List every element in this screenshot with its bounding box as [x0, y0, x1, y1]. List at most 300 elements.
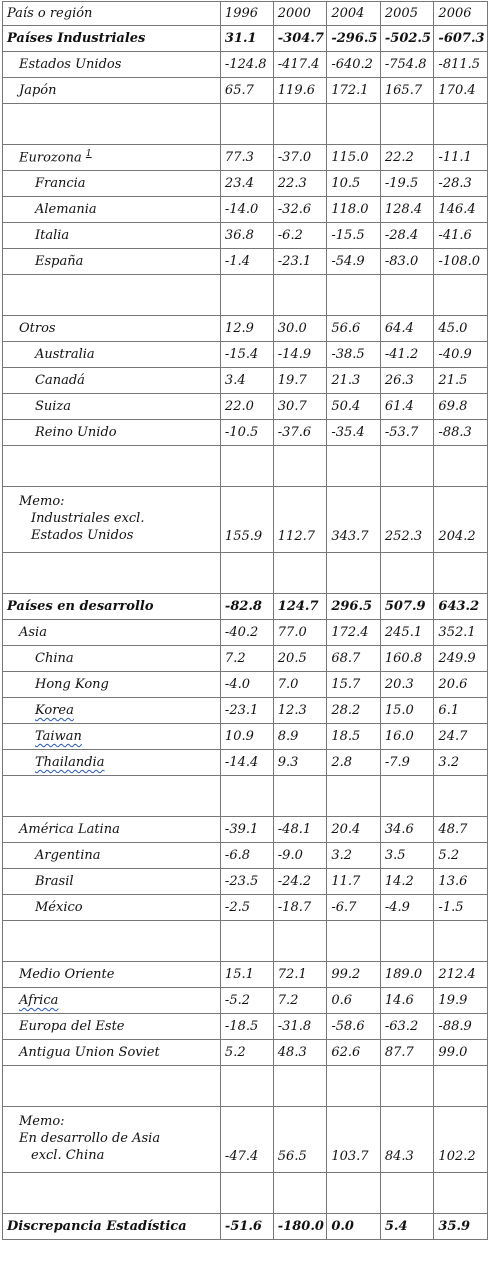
- region-name: Medio Oriente: [19, 967, 115, 982]
- region-name: Australia: [35, 347, 95, 362]
- empty-cell: [434, 275, 488, 316]
- header-year: 2000: [273, 2, 327, 26]
- region-name: Antigua Union Soviet: [19, 1045, 160, 1060]
- region-name: Estados Unidos: [19, 57, 122, 72]
- empty-cell: [273, 553, 327, 594]
- empty-cell: [220, 921, 273, 962]
- region-label: [3, 988, 221, 1014]
- region-label: [3, 1040, 221, 1066]
- value-cell: -41.2: [380, 342, 434, 368]
- value-cell: 20.6: [434, 672, 488, 698]
- table-row: [3, 52, 488, 78]
- spacer-row: [3, 921, 488, 962]
- value-cell: 128.4: [380, 197, 434, 223]
- value-cell: 62.6: [327, 1040, 381, 1066]
- value-cell: 65.7: [220, 78, 273, 104]
- value-cell: -32.6: [273, 197, 327, 223]
- value-cell: -15.5: [327, 223, 381, 249]
- empty-cell: [327, 1173, 381, 1214]
- value-cell: 30.7: [273, 394, 327, 420]
- value-cell: -15.4: [220, 342, 273, 368]
- value-cell: 48.7: [434, 817, 488, 843]
- value-cell: 3.5: [380, 843, 434, 869]
- memo-line: Memo:: [19, 1114, 65, 1129]
- value-cell: 7.0: [273, 672, 327, 698]
- empty-cell: [273, 776, 327, 817]
- value-cell: -9.0: [273, 843, 327, 869]
- value-cell: 56.5: [273, 1107, 327, 1173]
- table-row: [3, 394, 488, 420]
- table-row: [3, 145, 488, 171]
- table-row: [3, 1014, 488, 1040]
- region-label: [3, 817, 221, 843]
- value-cell: 643.2: [434, 594, 488, 620]
- memo-label: [3, 1107, 221, 1173]
- value-cell: -6.2: [273, 223, 327, 249]
- region-label: [3, 895, 221, 921]
- header-year: 2005: [380, 2, 434, 26]
- empty-cell: [380, 104, 434, 145]
- region-label: [3, 724, 221, 750]
- value-cell: 15.0: [380, 698, 434, 724]
- region-name: Argentina: [35, 848, 101, 863]
- value-cell: 12.9: [220, 316, 273, 342]
- region-name: Japón: [19, 83, 57, 98]
- empty-cell: [273, 104, 327, 145]
- value-cell: -63.2: [380, 1014, 434, 1040]
- table-row: [3, 817, 488, 843]
- table-row: [3, 420, 488, 446]
- value-cell: 124.7: [273, 594, 327, 620]
- region-label: [3, 342, 221, 368]
- region-name: Discrepancia Estadística: [7, 1219, 187, 1234]
- value-cell: 28.2: [327, 698, 381, 724]
- value-cell: 22.3: [273, 171, 327, 197]
- empty-cell: [327, 446, 381, 487]
- value-cell: -31.8: [273, 1014, 327, 1040]
- value-cell: -39.1: [220, 817, 273, 843]
- value-cell: -18.7: [273, 895, 327, 921]
- table-row: [3, 249, 488, 275]
- value-cell: -40.9: [434, 342, 488, 368]
- value-cell: 0.0: [327, 1214, 381, 1240]
- value-cell: -1.5: [434, 895, 488, 921]
- table-row: [3, 316, 488, 342]
- value-cell: -35.4: [327, 420, 381, 446]
- region-name: Eurozona: [19, 150, 82, 166]
- empty-cell: [380, 921, 434, 962]
- value-cell: 249.9: [434, 646, 488, 672]
- empty-cell: [327, 776, 381, 817]
- header-region: País o región: [3, 2, 221, 26]
- header-row: [3, 2, 488, 26]
- value-cell: 64.4: [380, 316, 434, 342]
- header-year: 1996: [220, 2, 273, 26]
- value-cell: 3.4: [220, 368, 273, 394]
- table-body: [3, 2, 488, 1240]
- empty-cell: [380, 776, 434, 817]
- value-cell: -18.5: [220, 1014, 273, 1040]
- spacer-row: [3, 1173, 488, 1214]
- memo-row: [3, 487, 488, 553]
- value-cell: 252.3: [380, 487, 434, 553]
- empty-cell: [3, 921, 221, 962]
- empty-cell: [434, 776, 488, 817]
- table-row: [3, 698, 488, 724]
- empty-cell: [380, 1066, 434, 1107]
- region-label: [3, 620, 221, 646]
- empty-cell: [273, 275, 327, 316]
- value-cell: 212.4: [434, 962, 488, 988]
- value-cell: -23.1: [220, 698, 273, 724]
- value-cell: -23.5: [220, 869, 273, 895]
- section-row: [3, 594, 488, 620]
- memo-line: En desarrollo de Asia: [19, 1131, 161, 1146]
- region-label: [3, 594, 221, 620]
- value-cell: 19.7: [273, 368, 327, 394]
- region-label: [3, 394, 221, 420]
- value-cell: 20.5: [273, 646, 327, 672]
- value-cell: 3.2: [434, 750, 488, 776]
- table-row: [3, 1040, 488, 1066]
- region-label: [3, 869, 221, 895]
- spacer-row: [3, 1066, 488, 1107]
- value-cell: -640.2: [327, 52, 381, 78]
- region-name: América Latina: [19, 822, 120, 837]
- spacer-row: [3, 446, 488, 487]
- region-label: [3, 843, 221, 869]
- value-cell: 87.7: [380, 1040, 434, 1066]
- value-cell: 68.7: [327, 646, 381, 672]
- value-cell: -83.0: [380, 249, 434, 275]
- region-name: Países en desarrollo: [7, 599, 154, 614]
- value-cell: 26.3: [380, 368, 434, 394]
- value-cell: -38.5: [327, 342, 381, 368]
- header-year: 2004: [327, 2, 381, 26]
- value-cell: -88.3: [434, 420, 488, 446]
- value-cell: -41.6: [434, 223, 488, 249]
- empty-cell: [434, 553, 488, 594]
- value-cell: 12.3: [273, 698, 327, 724]
- value-cell: 118.0: [327, 197, 381, 223]
- value-cell: 61.4: [380, 394, 434, 420]
- table-row: [3, 869, 488, 895]
- empty-cell: [327, 275, 381, 316]
- region-name: Otros: [19, 321, 56, 336]
- spacer-row: [3, 553, 488, 594]
- region-label: [3, 750, 221, 776]
- value-cell: 16.0: [380, 724, 434, 750]
- table-row: [3, 223, 488, 249]
- empty-cell: [220, 275, 273, 316]
- value-cell: 5.2: [220, 1040, 273, 1066]
- value-cell: -47.4: [220, 1107, 273, 1173]
- value-cell: 115.0: [327, 145, 381, 171]
- table-row: [3, 724, 488, 750]
- spacer-row: [3, 776, 488, 817]
- value-cell: 15.1: [220, 962, 273, 988]
- empty-cell: [327, 1066, 381, 1107]
- value-cell: 189.0: [380, 962, 434, 988]
- value-cell: -28.4: [380, 223, 434, 249]
- value-cell: 507.9: [380, 594, 434, 620]
- header-year: 2006: [434, 2, 488, 26]
- table-row: [3, 750, 488, 776]
- value-cell: -304.7: [273, 26, 327, 52]
- region-name: Taiwan: [35, 729, 82, 744]
- value-cell: 20.3: [380, 672, 434, 698]
- value-cell: -14.9: [273, 342, 327, 368]
- empty-cell: [273, 446, 327, 487]
- value-cell: 170.4: [434, 78, 488, 104]
- empty-cell: [220, 104, 273, 145]
- section-row: [3, 26, 488, 52]
- value-cell: -51.6: [220, 1214, 273, 1240]
- table-row: [3, 78, 488, 104]
- value-cell: 99.2: [327, 962, 381, 988]
- value-cell: -124.8: [220, 52, 273, 78]
- value-cell: 21.3: [327, 368, 381, 394]
- value-cell: -811.5: [434, 52, 488, 78]
- value-cell: 84.3: [380, 1107, 434, 1173]
- empty-cell: [3, 776, 221, 817]
- value-cell: 119.6: [273, 78, 327, 104]
- value-cell: 2.8: [327, 750, 381, 776]
- value-cell: -2.5: [220, 895, 273, 921]
- value-cell: -296.5: [327, 26, 381, 52]
- region-name: Europa del Este: [19, 1019, 125, 1034]
- value-cell: -40.2: [220, 620, 273, 646]
- empty-cell: [220, 1066, 273, 1107]
- value-cell: 50.4: [327, 394, 381, 420]
- empty-cell: [3, 553, 221, 594]
- region-name: Alemania: [35, 202, 97, 217]
- empty-cell: [3, 275, 221, 316]
- empty-cell: [220, 446, 273, 487]
- region-label: [3, 1214, 221, 1240]
- value-cell: 77.3: [220, 145, 273, 171]
- region-label: [3, 52, 221, 78]
- value-cell: 343.7: [327, 487, 381, 553]
- value-cell: 34.6: [380, 817, 434, 843]
- value-cell: 18.5: [327, 724, 381, 750]
- data-table: [2, 1, 488, 1240]
- table-row: [3, 197, 488, 223]
- value-cell: -82.8: [220, 594, 273, 620]
- value-cell: -54.9: [327, 249, 381, 275]
- value-cell: -1.4: [220, 249, 273, 275]
- value-cell: 21.5: [434, 368, 488, 394]
- empty-cell: [220, 1173, 273, 1214]
- region-name: Canadá: [35, 373, 85, 388]
- value-cell: 5.4: [380, 1214, 434, 1240]
- value-cell: 24.7: [434, 724, 488, 750]
- memo-line: Estados Unidos: [31, 528, 134, 543]
- value-cell: 69.8: [434, 394, 488, 420]
- value-cell: -28.3: [434, 171, 488, 197]
- value-cell: -14.4: [220, 750, 273, 776]
- value-cell: 9.3: [273, 750, 327, 776]
- empty-cell: [273, 1066, 327, 1107]
- empty-cell: [3, 104, 221, 145]
- region-label: [3, 249, 221, 275]
- region-label: [3, 171, 221, 197]
- value-cell: -37.6: [273, 420, 327, 446]
- value-cell: -37.0: [273, 145, 327, 171]
- value-cell: 13.6: [434, 869, 488, 895]
- value-cell: 296.5: [327, 594, 381, 620]
- value-cell: -4.0: [220, 672, 273, 698]
- region-name: Brasil: [35, 874, 74, 889]
- value-cell: -7.9: [380, 750, 434, 776]
- value-cell: 19.9: [434, 988, 488, 1014]
- memo-line: Memo:: [19, 494, 65, 509]
- value-cell: 30.0: [273, 316, 327, 342]
- empty-cell: [3, 1066, 221, 1107]
- empty-cell: [220, 776, 273, 817]
- empty-cell: [273, 1173, 327, 1214]
- value-cell: -6.7: [327, 895, 381, 921]
- value-cell: -19.5: [380, 171, 434, 197]
- value-cell: 14.6: [380, 988, 434, 1014]
- empty-cell: [3, 1173, 221, 1214]
- region-label: [3, 698, 221, 724]
- value-cell: 165.7: [380, 78, 434, 104]
- value-cell: 172.4: [327, 620, 381, 646]
- region-name: Asia: [19, 625, 47, 640]
- region-name: Africa: [19, 993, 59, 1008]
- value-cell: 10.5: [327, 171, 381, 197]
- value-cell: -11.1: [434, 145, 488, 171]
- value-cell: 35.9: [434, 1214, 488, 1240]
- value-cell: -607.3: [434, 26, 488, 52]
- value-cell: 0.6: [327, 988, 381, 1014]
- value-cell: 7.2: [273, 988, 327, 1014]
- value-cell: -14.0: [220, 197, 273, 223]
- value-cell: -502.5: [380, 26, 434, 52]
- value-cell: -108.0: [434, 249, 488, 275]
- memo-line: Industriales excl.: [31, 511, 145, 526]
- value-cell: -4.9: [380, 895, 434, 921]
- value-cell: 14.2: [380, 869, 434, 895]
- region-label: [3, 145, 221, 171]
- value-cell: 155.9: [220, 487, 273, 553]
- value-cell: 160.8: [380, 646, 434, 672]
- value-cell: 36.8: [220, 223, 273, 249]
- memo-line: excl. China: [31, 1148, 105, 1163]
- empty-cell: [434, 921, 488, 962]
- value-cell: -53.7: [380, 420, 434, 446]
- value-cell: 22.2: [380, 145, 434, 171]
- value-cell: 146.4: [434, 197, 488, 223]
- table-row: [3, 620, 488, 646]
- value-cell: 7.2: [220, 646, 273, 672]
- value-cell: 245.1: [380, 620, 434, 646]
- empty-cell: [380, 553, 434, 594]
- value-cell: 11.7: [327, 869, 381, 895]
- region-name: Thailandia: [35, 755, 105, 770]
- table-row: [3, 342, 488, 368]
- region-label: [3, 197, 221, 223]
- table-row: [3, 646, 488, 672]
- empty-cell: [327, 553, 381, 594]
- value-cell: 352.1: [434, 620, 488, 646]
- region-name: China: [35, 651, 74, 666]
- empty-cell: [3, 446, 221, 487]
- region-name: Francia: [35, 176, 86, 191]
- value-cell: 22.0: [220, 394, 273, 420]
- footnote-marker: 1: [85, 149, 92, 160]
- value-cell: 10.9: [220, 724, 273, 750]
- spacer-row: [3, 275, 488, 316]
- empty-cell: [434, 1173, 488, 1214]
- region-name: Korea: [35, 703, 74, 718]
- table-row: [3, 962, 488, 988]
- table-row: [3, 988, 488, 1014]
- value-cell: 23.4: [220, 171, 273, 197]
- value-cell: -180.0: [273, 1214, 327, 1240]
- table-row: [3, 895, 488, 921]
- region-label: [3, 78, 221, 104]
- value-cell: 48.3: [273, 1040, 327, 1066]
- value-cell: -10.5: [220, 420, 273, 446]
- value-cell: -58.6: [327, 1014, 381, 1040]
- region-label: [3, 26, 221, 52]
- region-label: [3, 646, 221, 672]
- region-name: México: [35, 900, 83, 915]
- empty-cell: [380, 446, 434, 487]
- value-cell: -48.1: [273, 817, 327, 843]
- empty-cell: [434, 1066, 488, 1107]
- region-name: España: [35, 254, 84, 269]
- value-cell: 15.7: [327, 672, 381, 698]
- empty-cell: [327, 104, 381, 145]
- value-cell: -6.8: [220, 843, 273, 869]
- value-cell: -23.1: [273, 249, 327, 275]
- value-cell: 8.9: [273, 724, 327, 750]
- value-cell: -417.4: [273, 52, 327, 78]
- table-row: [3, 843, 488, 869]
- value-cell: 103.7: [327, 1107, 381, 1173]
- empty-cell: [380, 1173, 434, 1214]
- value-cell: 45.0: [434, 316, 488, 342]
- value-cell: 204.2: [434, 487, 488, 553]
- value-cell: -88.9: [434, 1014, 488, 1040]
- table-row: [3, 171, 488, 197]
- spacer-row: [3, 104, 488, 145]
- region-name: Países Industriales: [7, 31, 146, 46]
- table-row: [3, 672, 488, 698]
- value-cell: -754.8: [380, 52, 434, 78]
- value-cell: -24.2: [273, 869, 327, 895]
- section-row: [3, 1214, 488, 1240]
- value-cell: 5.2: [434, 843, 488, 869]
- table-row: [3, 368, 488, 394]
- memo-label: [3, 487, 221, 553]
- region-name: Hong Kong: [35, 677, 109, 692]
- region-name: Suiza: [35, 399, 72, 414]
- empty-cell: [273, 921, 327, 962]
- region-label: [3, 316, 221, 342]
- memo-row: [3, 1107, 488, 1173]
- region-label: [3, 1014, 221, 1040]
- value-cell: 31.1: [220, 26, 273, 52]
- region-label: [3, 672, 221, 698]
- value-cell: 72.1: [273, 962, 327, 988]
- value-cell: 56.6: [327, 316, 381, 342]
- value-cell: 112.7: [273, 487, 327, 553]
- empty-cell: [327, 921, 381, 962]
